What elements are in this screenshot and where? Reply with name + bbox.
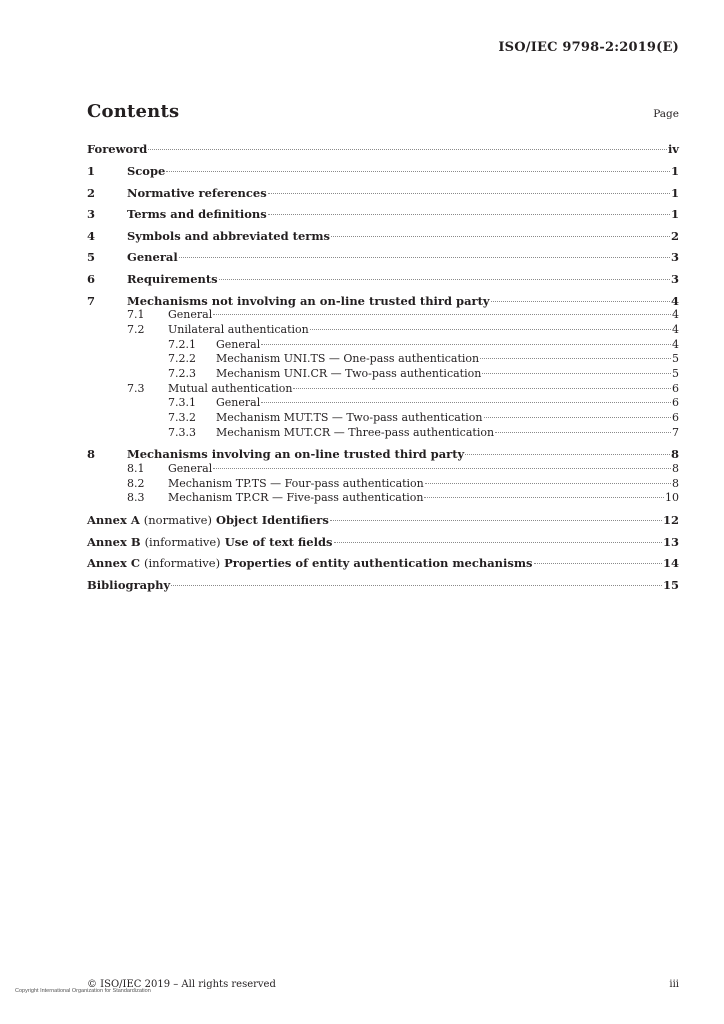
dot-leader <box>179 256 670 258</box>
toc-entry-number: 7.2.3 <box>168 367 196 380</box>
toc-entry-title: Foreword <box>87 142 148 156</box>
dot-leader <box>482 372 671 374</box>
toc-entry-7-2-2[interactable] <box>87 352 679 368</box>
toc-entry-title <box>87 513 329 527</box>
toc-entry-page: 10 <box>665 491 679 504</box>
annex-label: Annex C <box>87 556 140 570</box>
toc-entry-title: Requirements <box>127 272 218 286</box>
toc-entry-page: 1 <box>670 164 679 178</box>
toc-entry-page: 5 <box>672 352 679 365</box>
dot-leader <box>310 328 671 330</box>
toc-entry-title: Normative references <box>127 186 267 200</box>
toc-entry-title: Mechanism UNI.CR — Two-pass authentication <box>216 367 482 380</box>
dot-leader <box>484 416 672 418</box>
toc-entry-8-3[interactable] <box>87 491 679 507</box>
toc-entry-page: 4 <box>672 308 679 321</box>
toc-entry-title: Mutual authentication <box>168 382 293 395</box>
copyright-watermark: Copyright International Organization for Standardization <box>15 988 151 994</box>
toc-entry-title: Mechanism TP.TS — Four-pass authentication <box>168 477 424 490</box>
annex-kind: (normative) <box>143 513 212 527</box>
toc-entry-number: 7.3.2 <box>168 411 196 424</box>
toc-entry-page: 3 <box>670 250 679 264</box>
toc-entry-7-2-3[interactable] <box>87 367 679 383</box>
toc-entry-page: 6 <box>672 382 679 395</box>
dot-leader <box>495 431 671 433</box>
toc-entry-page: 4 <box>672 323 679 336</box>
dot-leader <box>465 453 670 455</box>
toc-entry-number: 7.2.2 <box>168 352 196 365</box>
toc-entry-number: 8.3 <box>127 491 145 504</box>
dot-leader <box>171 584 662 586</box>
toc-entry-5[interactable] <box>87 250 679 266</box>
toc-entry-title: Symbols and abbreviated terms <box>127 229 330 243</box>
toc-entry-title: General <box>216 396 261 409</box>
toc-entry-title: Mechanism UNI.TS — One-pass authentication <box>216 352 480 365</box>
toc-entry-annex-c[interactable] <box>87 556 679 572</box>
toc-entry-6[interactable] <box>87 272 679 288</box>
dot-leader <box>148 148 667 150</box>
toc-entry-title: Mechanisms not involving an on-line trusted third party <box>127 294 490 308</box>
dot-leader <box>425 482 671 484</box>
toc-entry-title: Mechanism MUT.TS — Two-pass authentication <box>216 411 483 424</box>
annex-title: Use of text fields <box>224 535 333 549</box>
dot-leader <box>219 278 670 280</box>
dot-leader <box>491 300 670 302</box>
toc-entry-title: Unilateral authentication <box>168 323 309 336</box>
dot-leader <box>268 192 670 194</box>
dot-leader <box>166 170 670 172</box>
toc-entry-7-3-3[interactable] <box>87 426 679 442</box>
page-column-label: Page <box>653 108 679 120</box>
toc-entry-number: 1 <box>87 164 96 178</box>
toc-entry-number: 3 <box>87 207 96 221</box>
toc-entry-number: 8.1 <box>127 462 145 475</box>
page-title: Contents <box>87 101 180 122</box>
toc-entry-3[interactable] <box>87 207 679 223</box>
toc-entry-page: 8 <box>672 462 679 475</box>
toc-entry-title: Terms and definitions <box>127 207 267 221</box>
toc-entry-title: General <box>168 308 213 321</box>
toc-entry-8[interactable] <box>87 447 679 463</box>
annex-title: Properties of entity authentication mechanisms <box>224 556 533 570</box>
toc-entry-number: 7 <box>87 294 96 308</box>
dot-leader <box>261 343 671 345</box>
toc-entry-annex-a[interactable] <box>87 513 679 529</box>
toc-entry-foreword[interactable] <box>87 142 679 158</box>
dot-leader <box>213 467 671 469</box>
document-id: ISO/IEC 9798-2:2019(E) <box>498 40 679 55</box>
toc-entry-number: 5 <box>87 250 96 264</box>
toc-entry-page: 6 <box>672 411 679 424</box>
toc-entry-number: 4 <box>87 229 96 243</box>
toc-entry-bibliography[interactable] <box>87 578 679 594</box>
toc-entry-number: 7.3 <box>127 382 145 395</box>
toc-entry-page: 8 <box>672 477 679 490</box>
dot-leader <box>480 357 671 359</box>
annex-kind: (informative) <box>144 556 221 570</box>
toc-entry-page: 13 <box>662 535 679 549</box>
dot-leader <box>534 562 662 564</box>
toc-entry-annex-b[interactable] <box>87 535 679 551</box>
toc-entry-7-3-1[interactable] <box>87 396 679 412</box>
dot-leader <box>334 541 662 543</box>
toc-entry-number: 7.3.1 <box>168 396 196 409</box>
toc-entry-title <box>87 535 333 549</box>
toc-entry-number: 8 <box>87 447 96 461</box>
toc-entry-page: 4 <box>670 294 679 308</box>
toc-entry-page: 1 <box>670 207 679 221</box>
toc-entry-page: 8 <box>670 447 679 461</box>
toc-entry-number: 7.1 <box>127 308 145 321</box>
toc-entry-7-3-2[interactable] <box>87 411 679 427</box>
toc-entry-4[interactable] <box>87 229 679 245</box>
toc-entry-page: 5 <box>672 367 679 380</box>
toc-entry-page: 1 <box>670 186 679 200</box>
toc-entry-number: 7.2 <box>127 323 145 336</box>
toc-entry-page: 14 <box>662 556 679 570</box>
footer-page-number: iii <box>669 979 679 990</box>
toc-entry-title: General <box>168 462 213 475</box>
toc-entry-number: 8.2 <box>127 477 145 490</box>
footer-copyright: © ISO/IEC 2019 – All rights reserved <box>87 979 276 990</box>
annex-label: Annex A <box>87 513 140 527</box>
toc-entry-8-1[interactable] <box>87 462 679 478</box>
toc-entry-7-1[interactable] <box>87 308 679 324</box>
toc-entry-page: 15 <box>662 578 679 592</box>
toc-entry-title: General <box>216 338 261 351</box>
toc-entry-number: 7.3.3 <box>168 426 196 439</box>
toc-entry-page: 4 <box>672 338 679 351</box>
toc-entry-page: iv <box>667 142 679 156</box>
dot-leader <box>268 213 670 215</box>
toc-entry-page: 2 <box>670 229 679 243</box>
toc-entry-title <box>87 556 533 570</box>
toc-entry-1[interactable] <box>87 164 679 180</box>
dot-leader <box>424 496 664 498</box>
toc-entry-page: 6 <box>672 396 679 409</box>
toc-entry-page: 3 <box>670 272 679 286</box>
annex-label: Annex B <box>87 535 141 549</box>
toc-entry-title: General <box>127 250 178 264</box>
toc-entry-page: 12 <box>662 513 679 527</box>
toc-entry-number: 7.2.1 <box>168 338 196 351</box>
dot-leader <box>331 235 670 237</box>
toc-entry-7-2[interactable] <box>87 323 679 339</box>
toc-entry-page: 7 <box>672 426 679 439</box>
dot-leader <box>293 387 671 389</box>
toc-entry-title: Mechanism MUT.CR — Three-pass authentication <box>216 426 495 439</box>
toc-entry-2[interactable] <box>87 186 679 202</box>
toc-entry-title: Mechanism TP.CR — Five-pass authentication <box>168 491 424 504</box>
dot-leader <box>261 401 671 403</box>
toc-entry-title: Mechanisms involving an on-line trusted third party <box>127 447 465 461</box>
annex-title: Object Identifiers <box>215 513 329 527</box>
dot-leader <box>213 313 671 315</box>
toc-entry-number: 2 <box>87 186 96 200</box>
toc-entry-number: 6 <box>87 272 96 286</box>
toc-entry-title: Bibliography <box>87 578 171 592</box>
dot-leader <box>330 519 662 521</box>
annex-kind: (informative) <box>144 535 221 549</box>
toc-entry-title: Scope <box>127 164 166 178</box>
